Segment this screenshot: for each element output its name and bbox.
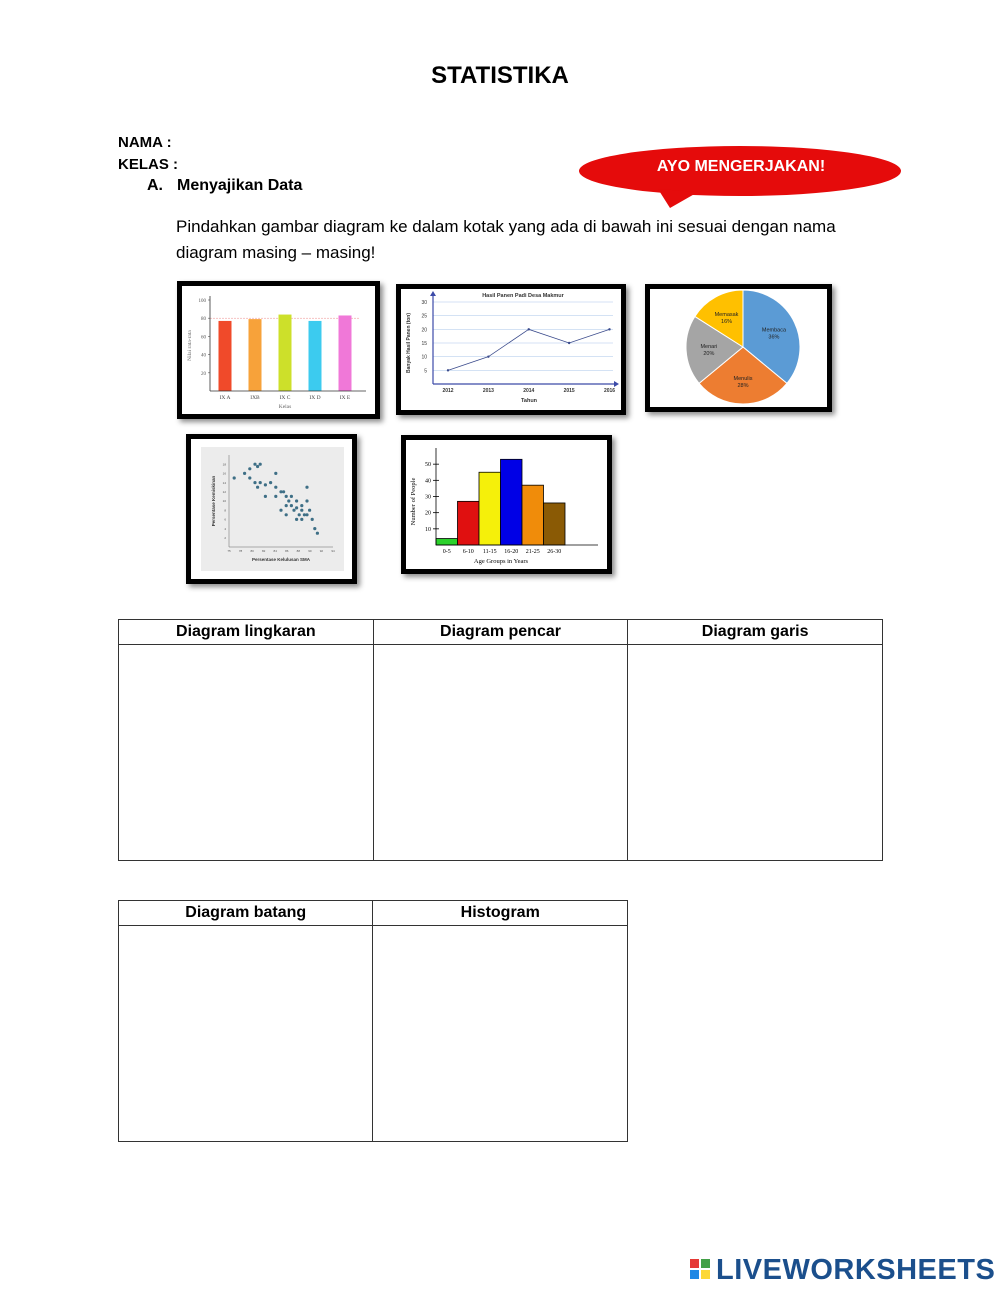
x-tick-label: 84	[273, 549, 277, 553]
header-histogram: Histogram	[373, 901, 628, 926]
x-tick-label: 2013	[482, 388, 494, 394]
y-tick-label: 20	[201, 371, 206, 377]
bar	[219, 321, 232, 391]
y-tick-label: 10	[421, 354, 427, 361]
pie-chart-card[interactable]	[645, 284, 832, 412]
x-tick-label: 2012	[442, 388, 454, 394]
y-tick-label: 14	[222, 480, 226, 485]
y-tick-label: 60	[201, 335, 206, 341]
x-tick-label: 78	[238, 549, 243, 553]
speech-bubble	[578, 144, 904, 210]
scatter-point	[264, 483, 267, 486]
bar	[249, 319, 262, 391]
y-tick-label: 30	[425, 494, 431, 501]
scatter-point	[305, 486, 308, 489]
slice-percent: 16%	[721, 319, 733, 326]
scatter-chart	[191, 439, 352, 579]
slice-percent: 36%	[768, 334, 780, 341]
y-tick-label: 25	[421, 313, 427, 320]
y-tick-label: 5	[424, 368, 427, 375]
logo-squares-icon	[690, 1259, 712, 1281]
scatter-point	[290, 504, 293, 507]
drop-zone-histogram[interactable]	[373, 926, 628, 1142]
scatter-point	[285, 504, 288, 507]
scatter-point	[313, 527, 316, 530]
scatter-point	[305, 499, 308, 502]
scatter-point	[285, 513, 288, 516]
scatter-point	[292, 509, 295, 512]
header-diagram-batang: Diagram batang	[119, 901, 373, 926]
header-diagram-pencar: Diagram pencar	[373, 620, 628, 645]
kelas-label: KELAS :	[118, 156, 178, 173]
scatter-point	[259, 463, 262, 466]
header-diagram-lingkaran: Diagram lingkaran	[119, 620, 374, 645]
section-number: A.	[147, 177, 163, 194]
scatter-point	[300, 518, 303, 521]
scatter-point	[316, 532, 319, 535]
scatter-point	[233, 476, 236, 479]
scatter-point	[274, 486, 277, 489]
histogram-bar	[501, 459, 523, 545]
y-tick-label: 10	[222, 499, 226, 504]
scatter-point	[290, 495, 293, 498]
scatter-point	[274, 495, 277, 498]
x-axis-label: Age Groups in Years	[473, 558, 529, 565]
x-tick-label: 88	[296, 549, 301, 553]
section-heading	[147, 177, 302, 195]
x-tick-label: 11-15	[482, 549, 497, 555]
slice-label: Memasak	[714, 312, 739, 319]
bar	[339, 315, 352, 391]
y-tick-label: 100	[198, 299, 206, 304]
header-diagram-garis: Diagram garis	[628, 620, 883, 645]
scatter-point	[298, 513, 301, 516]
bubble-text: AYO MENGERJAKAN!	[656, 158, 826, 175]
histogram-bar	[436, 539, 458, 545]
x-tick-label: IX A	[219, 395, 231, 401]
scatter-point	[248, 467, 251, 470]
bar-chart	[182, 286, 375, 414]
nama-label: NAMA :	[118, 134, 172, 151]
x-tick-label: IXB	[250, 395, 260, 401]
y-tick-label: 10	[425, 526, 431, 533]
y-axis-label: Banyak Hasil Panen (ton)	[406, 312, 412, 374]
x-tick-label: IX E	[339, 395, 351, 401]
drop-zone-diagram-lingkaran[interactable]	[119, 645, 374, 861]
y-tick-label: 40	[201, 353, 206, 359]
drop-zone-diagram-pencar[interactable]	[373, 645, 628, 861]
x-tick-label: 90	[308, 549, 312, 553]
scatter-point	[295, 506, 298, 509]
histogram-chart	[406, 440, 607, 569]
x-tick-label: 6-10	[462, 549, 474, 555]
data-point	[608, 328, 610, 330]
y-axis-label: Nilai rata-rata	[187, 330, 193, 361]
x-tick-label: 86	[285, 549, 289, 553]
y-tick-label: 80	[201, 317, 206, 323]
chart-bg	[401, 289, 621, 410]
scatter-point	[300, 504, 303, 507]
x-tick-label: 16-20	[504, 549, 519, 555]
page-title: STATISTIKA	[431, 62, 569, 89]
scatter-point	[279, 509, 282, 512]
x-tick-label: 92	[319, 549, 324, 553]
y-tick-label: 15	[421, 341, 427, 347]
scatter-point	[295, 499, 298, 502]
scatter-point	[264, 495, 267, 498]
y-tick-label: 18	[222, 462, 226, 467]
scatter-point	[305, 513, 308, 516]
histogram-bar	[522, 485, 544, 545]
x-tick-label: IX C	[279, 395, 291, 401]
scatter-point	[256, 465, 259, 468]
scatter-point	[269, 481, 272, 484]
data-point	[447, 369, 449, 371]
scatter-chart-card[interactable]	[186, 434, 357, 584]
y-axis-label: Number of People	[410, 477, 417, 526]
x-axis-label: Tahun	[520, 398, 538, 404]
section-title: Menyajikan Data	[177, 177, 303, 194]
y-tick-label: 20	[421, 327, 427, 334]
bar	[309, 321, 322, 391]
x-axis-label: Kelas	[278, 404, 292, 410]
scatter-point	[300, 509, 303, 512]
y-tick-label: 8	[224, 508, 226, 513]
x-tick-label: 2016	[603, 388, 616, 394]
scatter-point	[285, 495, 288, 498]
scatter-point	[259, 481, 262, 484]
y-tick-label: 2	[224, 536, 226, 540]
histogram-bar	[458, 501, 480, 545]
y-tick-label: 4	[224, 526, 226, 531]
x-tick-label: 80	[250, 549, 254, 553]
histogram-card[interactable]	[401, 435, 612, 574]
x-tick-label: 75	[227, 549, 231, 553]
x-tick-label: 2015	[563, 388, 575, 394]
y-tick-label: 30	[421, 300, 427, 306]
liveworksheets-logo	[690, 1253, 995, 1287]
bar-chart-card[interactable]	[177, 281, 380, 419]
data-point	[487, 355, 489, 357]
scatter-point	[308, 509, 311, 512]
pie-chart	[650, 289, 827, 407]
chart-title: Hasil Panen Padi Desa Makmur	[482, 293, 564, 299]
x-tick-label: 94	[331, 549, 335, 553]
slice-percent: 28%	[737, 383, 749, 390]
drop-zone-diagram-batang[interactable]	[119, 926, 373, 1142]
slice-label: Menulis	[733, 376, 753, 383]
x-tick-label: 21-25	[525, 549, 540, 555]
instruction-text: Pindahkan gambar diagram ke dalam kotak yang ada di bawah ini sesuai dengan nama diagram masing – masing!	[176, 217, 836, 262]
logo-text: LIVEWORKSHEETS	[716, 1253, 996, 1286]
x-tick-label: 2014	[523, 388, 535, 394]
x-tick-label: 82	[261, 549, 266, 553]
scatter-point	[253, 463, 256, 466]
data-point	[568, 342, 570, 344]
slice-label: Membaca	[761, 327, 787, 334]
histogram-bar	[479, 472, 501, 545]
y-tick-label: 50	[425, 462, 431, 469]
x-tick-label: IX D	[309, 395, 321, 401]
drop-zone-diagram-garis[interactable]	[628, 645, 883, 861]
y-tick-label: 40	[425, 478, 431, 485]
scatter-point	[311, 518, 314, 521]
scatter-point	[274, 472, 277, 475]
scatter-point	[243, 472, 246, 475]
scatter-point	[248, 476, 251, 479]
scatter-point	[287, 499, 290, 502]
answer-table-1	[118, 619, 883, 861]
line-chart-card[interactable]	[396, 284, 626, 415]
slice-label: Menari	[700, 344, 718, 351]
scatter-point	[282, 490, 285, 493]
slice-percent: 20%	[703, 351, 715, 358]
scatter-point	[256, 486, 259, 489]
x-axis-label: Persentase Kelulusan SMA	[251, 557, 311, 562]
x-tick-label: 0-5	[442, 549, 451, 555]
line-chart	[401, 289, 621, 410]
x-tick-label: 26-30	[547, 549, 562, 555]
y-tick-label: 6	[224, 517, 226, 522]
y-tick-label: 20	[425, 510, 431, 517]
histogram-bar	[544, 503, 566, 545]
scatter-point	[295, 518, 298, 521]
bar	[279, 315, 292, 391]
y-tick-label: 12	[222, 490, 226, 494]
y-axis-label: Persentase Kemiskinan	[211, 475, 216, 527]
answer-table-2	[118, 900, 628, 1142]
scatter-point	[253, 481, 256, 484]
y-tick-label: 16	[222, 471, 226, 476]
data-point	[528, 328, 530, 330]
